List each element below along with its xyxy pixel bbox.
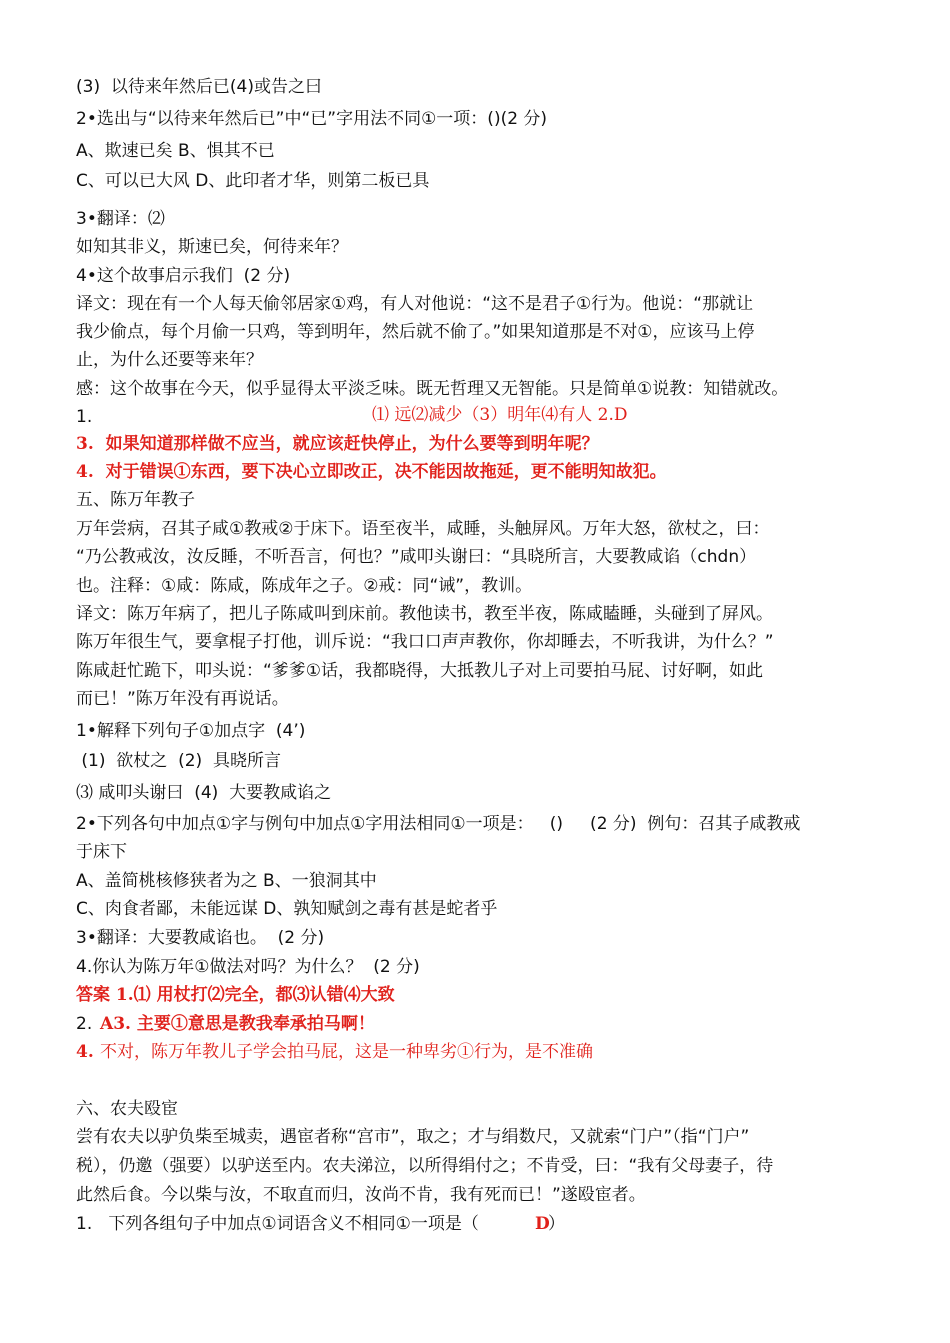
text-line: 止，为什么还要等来年？ [76,350,263,370]
text-line: 3•翻译：⑵ [76,209,165,229]
text-line: 4•这个故事启示我们 (2 分) [76,266,291,286]
text-line: 于床下 [76,842,127,862]
answer-line: D [535,1214,550,1234]
text-line: 2. [76,1014,104,1034]
text-line: (1) 欲杖之 (2) 具晓所言 [76,751,281,771]
text-line: 感：这个故事在今天，似乎显得太平淡乏味。既无哲理又无智能。只是简单①说教：知错就改。 [76,379,789,399]
text-line: 1. [76,407,93,427]
text-line: 万年尝病，召其子咸①教戒②于床下。语至夜半，咸睡，头触屏风。万年大怒，欲杖之，曰： [76,519,770,539]
text-line: 尝有农夫以驴负柴至城卖，遇宦者称“宫市”，取之；才与绢数尺，又就索“门户”（指“门户” [76,1127,750,1147]
section-heading: 五、陈万年教子 [76,490,195,510]
text-line: 也。注释：①咸：陈咸，陈成年之子。②戒：同“诫”，教训。 [76,576,533,596]
answer-line: A3. 主要①意思是教我奉承拍马啊！ [100,1014,375,1034]
answer-line: 4. [76,1042,100,1062]
text-line: 此然后食。今以柴与汝，不取直而归，汝尚不肯，我有死而已！”遂殴宦者。 [76,1185,646,1205]
text-line: 我少偷点，每个月偷一只鸡，等到明年，然后就不偷了。”如果知道那是不对①，应该马上停 [76,322,755,342]
section-heading: 六、农夫殴宦 [76,1099,178,1119]
text-line: A、盖简桃核修狭者为之 B、一狼洞其中 [76,871,377,891]
text-line: A、欺速已矣 B、惧其不已 [76,141,275,161]
text-line: “乃公教戒汝，汝反睡，不听吾言，何也？”咸叩头谢曰：“具晓所言，大要教咸谄（chdn） [76,547,757,567]
text-line: C、肉食者鄙，未能远谋 D、孰知赋剑之毒有甚是蛇者乎 [76,899,498,919]
text-line: 陈咸赶忙跪下，叩头说：“爹爹①话，我都晓得，大抵教儿子对上司要拍马屁、讨好啊，如此 [76,661,764,681]
text-line: ） [548,1214,565,1234]
text-line: (3) 以待来年然后已(4)或告之曰 [76,77,322,97]
text-line: 2•选出与“以待来年然后已”中“已”字用法不同①一项：()(2 分) [76,109,548,129]
text-line: 译文：现在有一个人每天偷邻居家①鸡，有人对他说：“这不是君子①行为。他说：“那就让 [76,294,754,314]
text-line: C、可以已大风 D、此印者才华，则第二板已具 [76,171,430,191]
text-line: 4.你认为陈万年①做法对吗？为什么？ (2 分) [76,957,420,977]
answer-line: 4. 对于错误①东西，要下决心立即改正，决不能因故拖延，更不能明知故犯。 [76,462,667,482]
text-line: 1•解释下列句子①加点字 (4’) [76,721,306,741]
text-line: 如知其非义，斯速已矣，何待来年？ [76,237,348,257]
text-line: 而已！”陈万年没有再说话。 [76,689,289,709]
text-line: 陈万年很生气，要拿棍子打他，训斥说：“我口口声声教你，你却睡去，不听我讲，为什么？” [76,632,774,652]
text-line: 译文：陈万年病了，把儿子陈咸叫到床前。教他读书，教至半夜，陈咸瞌睡，头碰到了屏风。 [76,604,773,624]
text-line: 税），仍邀（强要）以驴送至内。农夫涕泣，以所得绢付之；不肯受，曰：“我有父母妻子，待 [76,1156,774,1176]
answer-line: 3. 如果知道那样做不应当，就应该赶快停止，为什么要等到明年呢？ [76,434,599,454]
answer-line: 答案 1.⑴ 用杖打⑵完全，都⑶认错⑷大致 [76,985,395,1005]
text-line: 3•翻译：大要教咸谄也。 (2 分) [76,928,325,948]
text-line: ⑶ 咸叩头谢曰 (4) 大要教咸谄之 [76,783,332,803]
answer-line: 不对，陈万年教儿子学会拍马屁，这是一种卑劣①行为，是不准确 [100,1042,593,1062]
answer-line: ⑴ 远⑵减少（3）明年⑷有人 2.D [372,405,628,425]
text-line: 1. 下列各组句子中加点①词语含义不相同①一项是（ [76,1214,479,1234]
text-line: 2•下列各句中加点①字与例句中加点①字用法相同①一项是： () (2 分) 例句：召其子咸教戒 [76,814,801,834]
